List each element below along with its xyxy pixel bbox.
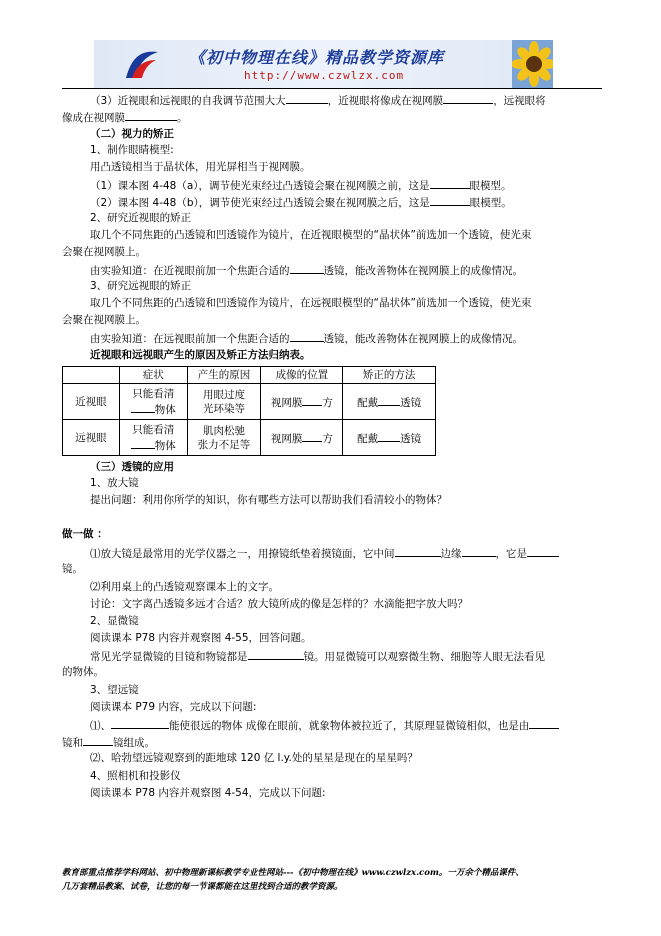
section-heading: （三）透镜的应用 xyxy=(90,461,174,473)
answer-blank[interactable] xyxy=(430,177,470,189)
footer-line: 教育部重点推荐学科网站、初中物理新课标教学专业性网站---《初中物理在线》www.czwlzx.com。一万余个精品课件、 xyxy=(62,868,524,878)
table-header: 矫正的方法 xyxy=(343,367,436,384)
answer-blank[interactable] xyxy=(430,194,470,206)
header-divider xyxy=(62,88,602,89)
section-heading: （二）视力的矫正 xyxy=(90,128,174,140)
text-line: （1）课本图 4-48（a），调节使光束经过凸透镜会聚在视网膜之前，这是 眼模型。 xyxy=(90,177,512,193)
eye-comparison-table xyxy=(62,366,436,456)
symptom-cell: 只能看清 物体 xyxy=(119,420,187,456)
answer-blank[interactable] xyxy=(290,330,324,342)
symptom-cell: 只能看清 物体 xyxy=(119,384,187,420)
header-banner xyxy=(94,40,553,88)
banner-title: 《初中物理在线》精品教学资源库 xyxy=(189,48,445,67)
text-line: 镜。 xyxy=(62,563,83,575)
table-header: 症状 xyxy=(119,367,187,384)
answer-blank[interactable] xyxy=(378,430,400,442)
text-line: 由实验知道：在远视眼前加一个焦距合适的 透镜，能改善物体在视网膜上的成像情况。 xyxy=(90,330,523,346)
text-line: 常见光学显微镜的目镜和物镜都是 镜。用显微镜可以观察微生物、细胞等人眼无法看见 xyxy=(90,648,545,664)
banner-url[interactable]: http://www.czwlzx.com xyxy=(244,69,405,82)
text-line: ⑴放大镜是最常用的光学仪器之一，用撩镜纸垫着摸镜面，它中间 边缘 ，它是 xyxy=(90,545,559,561)
answer-blank[interactable] xyxy=(302,430,322,442)
text-line: 取几个不同焦距的凸透镜和凹透镜作为镜片，在近视眼模型的“晶状体”前选加一个透镜，使光束 xyxy=(90,229,532,241)
table-row xyxy=(63,384,436,420)
text-line: 提出问题：利用你所学的知识，你有哪些方法可以帮助我们看清较小的物体？ xyxy=(90,494,447,506)
text-line: 阅读课本 P78 内容并观察图 4-54，完成以下问题: xyxy=(90,787,326,799)
answer-blank[interactable] xyxy=(443,92,493,104)
subsection-heading: 3、望远镜 xyxy=(90,684,139,696)
table-caption: 近视眼和远视眼产生的原因及矫正方法归纳表。 xyxy=(90,349,311,361)
subsection-heading: 1、制作眼睛模型: xyxy=(90,144,174,156)
subsection-heading: 4、照相机和投影仪 xyxy=(90,770,181,782)
answer-blank[interactable] xyxy=(527,545,559,557)
table-row xyxy=(63,420,436,456)
sunflower-icon xyxy=(512,40,553,88)
answer-blank[interactable] xyxy=(462,545,496,557)
text-line: 取几个不同焦距的凸透镜和凹透镜作为镜片，在远视眼模型的“晶状体”前选加一个透镜，使光束 xyxy=(90,297,532,309)
text-line: 阅读课本 P78 内容并观察图 4-55，回答问题。 xyxy=(90,632,312,644)
image-position-cell: 视网膜 方 xyxy=(261,420,343,456)
subsection-heading: 2、研究近视眼的矫正 xyxy=(90,212,192,224)
answer-blank[interactable] xyxy=(131,401,155,413)
page-footer xyxy=(62,866,524,894)
footer-line: 几万套精品教案、试卷，让您的每一节课都能在这里找到合适的教学资源。 xyxy=(62,882,343,892)
text-line: （2）课本图 4-48（b），调节使光束经过凸透镜会聚在视网膜之后，这是 眼模型。 xyxy=(90,194,512,210)
image-position-cell: 视网膜 方 xyxy=(261,384,343,420)
answer-blank[interactable] xyxy=(302,394,322,406)
answer-blank[interactable] xyxy=(83,734,113,746)
answer-blank[interactable] xyxy=(248,648,304,660)
answer-blank[interactable] xyxy=(125,109,177,121)
answer-blank[interactable] xyxy=(290,262,324,274)
text-line: ⑴、 能使很远的物体 成像在眼前，就象物体被拉近了，其原理显微镜相似，也是由 xyxy=(90,717,559,733)
text-line: 用凸透镜相当于晶状体，用光屏相当于视网膜。 xyxy=(90,161,311,173)
table-header xyxy=(63,367,120,384)
site-logo-icon xyxy=(122,46,162,82)
correction-cell: 配戴 透镜 xyxy=(343,384,436,420)
text-line: ⑵、哈勃望远镜观察到的距地球 120 亿 l.y.处的星星是现在的星星吗？ xyxy=(90,752,418,764)
answer-blank[interactable] xyxy=(378,394,400,406)
row-label: 近视眼 xyxy=(63,384,120,420)
text-line: 的物体。 xyxy=(62,666,104,678)
text-line: 阅读课本 P79 内容，完成以下问题: xyxy=(90,701,257,713)
answer-blank[interactable] xyxy=(286,92,328,104)
text-line: 由实验知道：在近视眼前加一个焦距合适的 透镜，能改善物体在视网膜上的成像情况。 xyxy=(90,262,523,278)
text-line: ⑵利用桌上的凸透镜观察课本上的文字。 xyxy=(90,581,279,593)
table-header: 产生的原因 xyxy=(187,367,261,384)
activity-heading: 做一做 ： xyxy=(62,528,108,540)
table-header: 成像的位置 xyxy=(261,367,343,384)
answer-blank[interactable] xyxy=(131,437,155,449)
correction-cell: 配戴 透镜 xyxy=(343,420,436,456)
table-header-row xyxy=(63,367,436,384)
text-line: 会聚在视网膜上。 xyxy=(62,246,146,258)
text-line: 像成在视网膜 。 xyxy=(62,109,188,125)
text-line: 会聚在视网膜上。 xyxy=(62,314,146,326)
cause-cell: 肌肉松驰 张力不足等 xyxy=(187,420,261,456)
subsection-heading: 3、研究远视眼的矫正 xyxy=(90,280,192,292)
text-line: 镜和 镜组成。 xyxy=(62,734,155,750)
text-line: （3）近视眼和远视眼的自我调节范围大大 ，近视眼将像成在视网膜 ，远视眼将 xyxy=(90,92,546,108)
answer-blank[interactable] xyxy=(111,717,169,729)
answer-blank[interactable] xyxy=(529,717,559,729)
subsection-heading: 1、放大镜 xyxy=(90,477,139,489)
answer-blank[interactable] xyxy=(395,545,441,557)
row-label: 远视眼 xyxy=(63,420,120,456)
text-line: 讨论：文字离凸透镜多远才合适？放大镜所成的像是怎样的？水滴能把字放大吗？ xyxy=(90,598,468,610)
cause-cell: 用眼过度 光环染等 xyxy=(187,384,261,420)
subsection-heading: 2、显微镜 xyxy=(90,615,139,627)
